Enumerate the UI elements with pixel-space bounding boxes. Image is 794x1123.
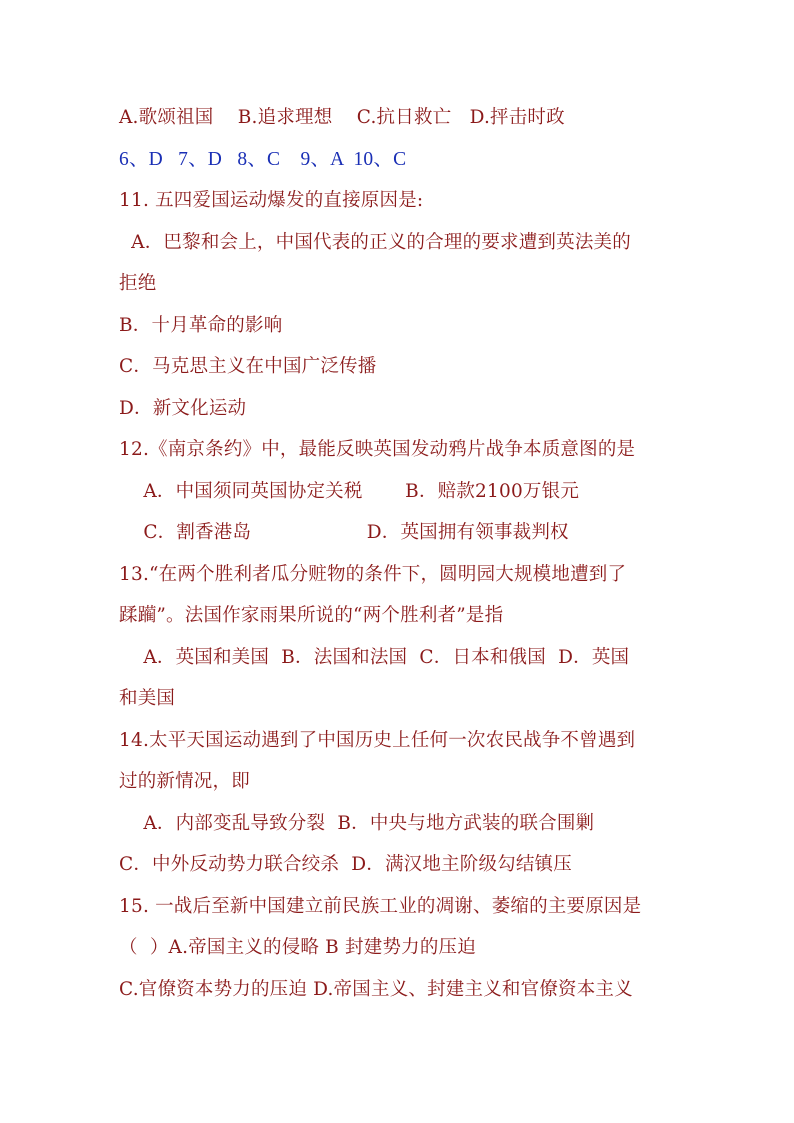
q11-option-b: B．十月革命的影响 bbox=[119, 315, 283, 336]
q15-stem: 15. 一战后至新中国建立前民族工业的凋谢、萎缩的主要原因是 bbox=[119, 896, 642, 917]
q10-options: A.歌颂祖国 B.追求理想 C.抗日救亡 D.抨击时政 bbox=[119, 107, 565, 128]
q14-stem: 14.太平天国运动遇到了中国历史上任何一次农民战争不曾遇到 bbox=[119, 730, 636, 751]
q15-options-cd: C.官僚资本势力的压迫 D.帝国主义、封建主义和官僚资本主义 bbox=[119, 979, 633, 1000]
q11-option-a: A．巴黎和会上，中国代表的正义的合理的要求遭到英法美的 bbox=[119, 232, 631, 253]
q14-options-cd: C．中外反动势力联合绞杀 D．满汉地主阶级勾结镇压 bbox=[119, 854, 572, 875]
q13-stem-cont: 蹂躏”。法国作家雨果所说的“两个胜利者”是指 bbox=[119, 605, 504, 626]
q11-option-d: D．新文化运动 bbox=[119, 398, 247, 419]
q13-options-cont: 和美国 bbox=[119, 688, 176, 709]
q14-options-ab: A．内部变乱导致分裂 B．中央与地方武装的联合围剿 bbox=[119, 813, 595, 834]
q11-option-c: C．马克思主义在中国广泛传播 bbox=[119, 356, 377, 377]
q11-stem: 11. 五四爱国运动爆发的直接原因是: bbox=[119, 190, 424, 211]
q14-stem-cont: 过的新情况，即 bbox=[119, 771, 250, 792]
q12-options-ab: A．中国须同英国协定关税 B．赔款2100万银元 bbox=[119, 481, 580, 502]
q12-options-cd: C．割香港岛 D．英国拥有领事裁判权 bbox=[119, 522, 569, 543]
q15-options-ab: （ ）A.帝国主义的侵略 B 封建势力的压迫 bbox=[119, 937, 476, 958]
q13-stem: 13.“在两个胜利者瓜分赃物的条件下，圆明园大规模地遭到了 bbox=[119, 564, 627, 585]
q12-stem: 12.《南京条约》中，最能反映英国发动鸦片战争本质意图的是 bbox=[119, 439, 636, 460]
q13-options: A．英国和美国 B．法国和法国 C．日本和俄国 D．英国 bbox=[119, 647, 630, 668]
q11-option-a-cont: 拒绝 bbox=[119, 273, 157, 294]
answer-key: 6、D 7、D 8、C 9、A 10、C bbox=[119, 149, 407, 170]
